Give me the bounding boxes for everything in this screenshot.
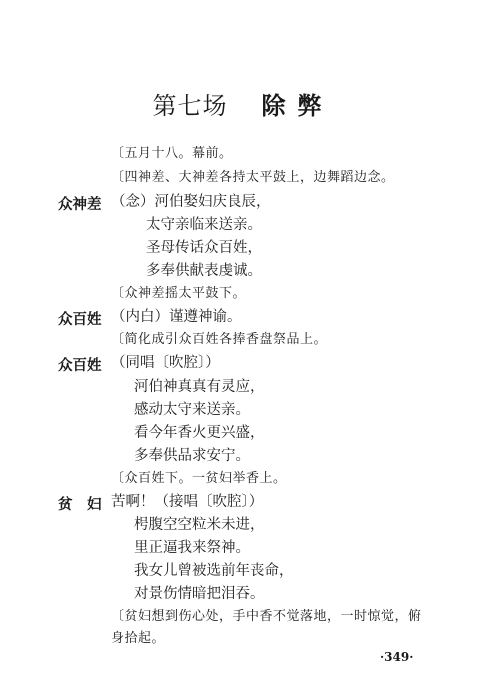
scene-title	[0, 86, 486, 121]
verse-line: 我女儿曾被选前年丧命，	[134, 563, 294, 579]
verse-line: 里正逼我来祭神。	[134, 540, 250, 556]
stage-direction: 〔五月十八。幕前。	[111, 146, 233, 161]
stage-direction: 〔众神差摇太平鼓下。	[111, 286, 247, 301]
speaker-label: 众神差	[58, 196, 102, 213]
verse-line: 对景伤情暗把泪吞。	[134, 586, 265, 602]
verse-line: 圣母传话众百姓，	[146, 240, 262, 256]
verse-line: 河伯神真真有灵应，	[134, 379, 265, 395]
speaker-label: 众百姓	[58, 311, 102, 328]
speaker-label: 众百姓	[58, 357, 102, 374]
verse-line: 太守亲临来送亲。	[146, 217, 262, 233]
verse-line: 看今年香火更兴盛，	[134, 425, 265, 441]
dialogue-line: 苦啊！（接唱〔吹腔〕）	[111, 494, 264, 510]
dialogue-line: （内白）谨遵神谕。	[111, 309, 242, 325]
stage-direction: 〔简化成引众百姓各捧香盘祭品上。	[111, 332, 328, 347]
dialogue-line: （念）河伯娶妇庆良辰，	[111, 194, 271, 210]
verse-line: 多奉供品求安宁。	[134, 448, 250, 464]
scene-number: 第七场	[152, 92, 228, 120]
verse-line: 多奉供献表虔诚。	[146, 263, 262, 279]
stage-direction: 身拾起。	[111, 631, 166, 646]
stage-direction: 〔众百姓下。一贫妇举香上。	[111, 471, 287, 486]
stage-direction: 〔贫妇想到伤心处，手中香不觉落地，一时惊觉，俯	[111, 609, 422, 624]
speaker-label: 贫 妇	[58, 496, 102, 513]
scene-name: 除弊	[261, 91, 334, 120]
verse-line: 枵腹空空粒米未进，	[134, 517, 265, 533]
dialogue-line: （同唱〔吹腔〕）	[111, 355, 220, 371]
page-number: ·349·	[380, 650, 414, 664]
stage-direction: 〔四神差、大神差各持太平鼓上，边舞蹈边念。	[111, 170, 395, 185]
verse-line: 感动太守来送亲。	[134, 402, 250, 418]
